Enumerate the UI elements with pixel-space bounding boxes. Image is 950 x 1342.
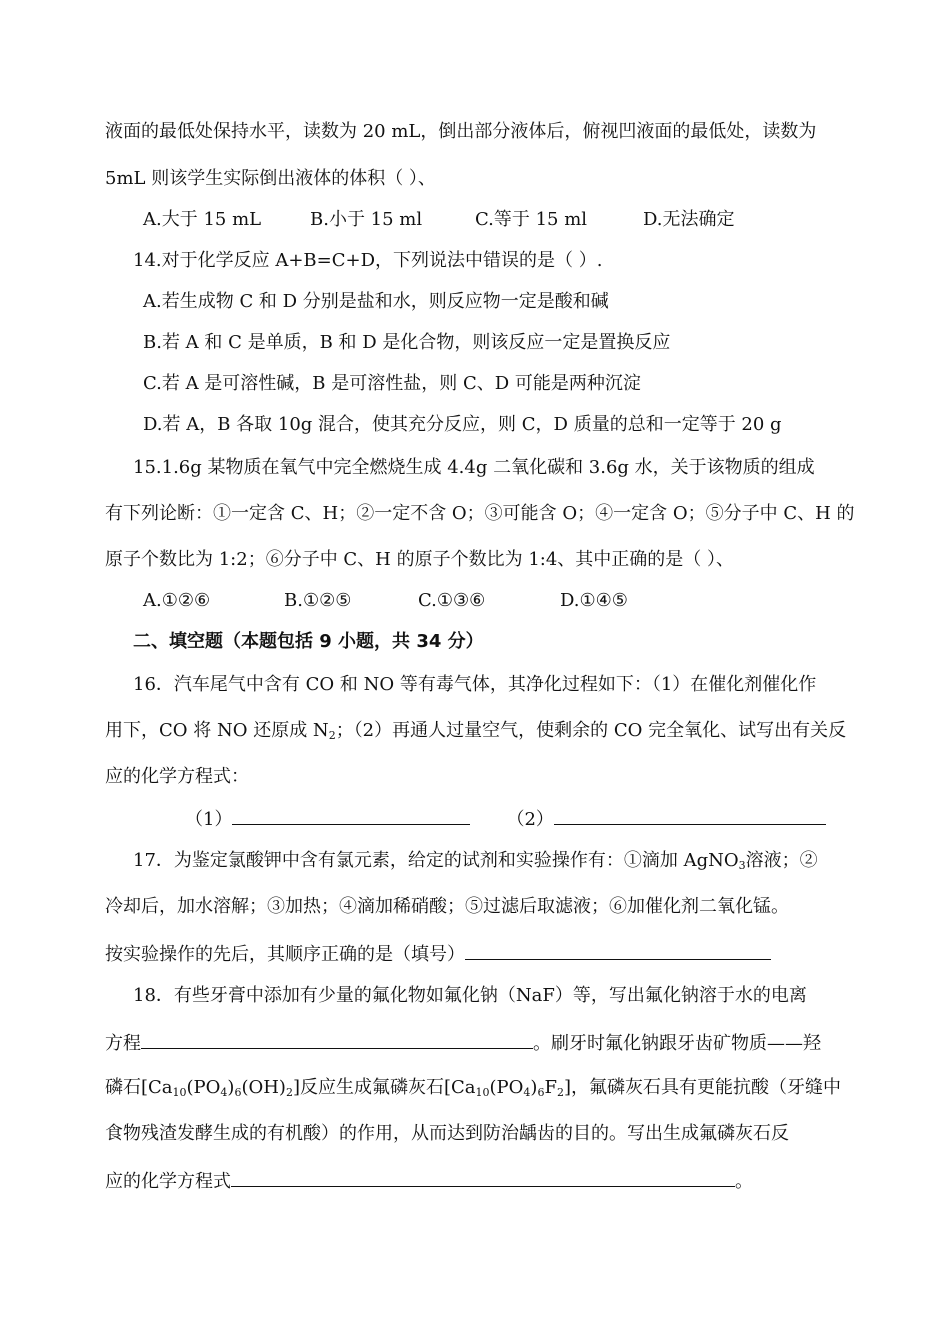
q18-line4: 食物残渣发酵生成的有机酸）的作用，从而达到防治龋齿的目的。写出生成氟磷灰石反 (105, 1123, 789, 1144)
q13-option-b: B.小于 15 ml (310, 209, 423, 230)
q18-text: ]反应生成氟磷灰石[Ca (292, 1077, 476, 1098)
q15-line2: 有下列论断：①一定含 C、H；②一定不含 O；③可能含 O；④一定含 O；⑤分子中 C、H 的 (105, 503, 855, 524)
q13-option-c: C.等于 15 ml (475, 209, 588, 230)
q15-option-c: C.①③⑥ (418, 590, 486, 611)
q14-stem: 14.对于化学反应 A+B=C+D，下列说法中错误的是（ ）. (133, 250, 603, 271)
q17-subscript: 3 (738, 859, 746, 872)
q18-sub: 10 (475, 1086, 490, 1099)
q18-sub: 2 (285, 1086, 293, 1099)
q15-line3: 原子个数比为 1:2；⑥分子中 C、H 的原子个数比为 1:4、其中正确的是（ ）、 (105, 549, 735, 570)
q18-equation-blank[interactable] (231, 1168, 735, 1187)
q15-line1: 15.1.6g 某物质在氧气中完全燃烧生成 4.4g 二氧化碳和 3.6g 水，关于该物质的组成 (133, 457, 815, 478)
q17-line1 (133, 849, 950, 873)
q16-answer-blank-2[interactable] (554, 806, 826, 825)
q14-option-d: D.若 A，B 各取 10g 混合，使其充分反应，则 C，D 质量的总和一定等于 20 g (143, 414, 782, 435)
q18-line2-text: 方程 (105, 1033, 141, 1054)
q18-text: F (544, 1077, 557, 1098)
q16-subscript: 2 (328, 729, 336, 742)
q15-option-a: A.①②⑥ (143, 590, 211, 611)
q18-sub: 10 (172, 1086, 187, 1099)
q18-line2-text-b: 。刷牙时氟化钠跟牙齿矿物质——羟 (533, 1033, 821, 1054)
q17-line1-text: 17．为鉴定氯酸钾中含有氯元素，给定的试剂和实验操作有：①滴加 AgNO (133, 850, 739, 871)
q13-line1: 液面的最低处保持水平，读数为 20 mL，倒出部分液体后，俯视凹液面的最低处，读数为 (105, 121, 817, 142)
q17-answer-blank[interactable] (465, 941, 771, 960)
q16-answers (185, 806, 950, 832)
q17-line3 (105, 941, 950, 967)
q13-line2: 5mL 则该学生实际倒出液体的体积（ ）、 (105, 168, 436, 189)
q13-options (143, 208, 950, 232)
q14-option-b: B.若 A 和 C 是单质，B 和 D 是化合物，则该反应一定是置换反应 (143, 332, 671, 353)
q16-line1: 16．汽车尾气中含有 CO 和 NO 等有毒气体，其净化过程如下：（1）在催化剂催化作 (133, 674, 817, 695)
q18-line5 (105, 1168, 950, 1194)
q16-line2-text-b: ；（2）再通人过量空气，使剩余的 CO 完全氧化、试写出有关反 (335, 720, 847, 741)
q18-line5-text: 应的化学方程式 (105, 1171, 231, 1192)
q18-line1: 18．有些牙膏中添加有少量的氟化物如氟化钠（NaF）等，写出氟化钠溶于水的电离 (133, 985, 807, 1006)
q14-option-a: A.若生成物 C 和 D 分别是盐和水，则反应物一定是酸和碱 (143, 291, 609, 312)
q18-text: 磷石[Ca (105, 1077, 173, 1098)
q16-blank1-label: （1） (185, 809, 233, 830)
q17-line3-text: 按实验操作的先后，其顺序正确的是（填号） (105, 944, 465, 965)
q14-option-c: C.若 A 是可溶性碱，B 是可溶性盐，则 C、D 可能是两种沉淀 (143, 373, 641, 394)
q13-option-a: A.大于 15 mL (143, 209, 262, 230)
q16-answer-blank-1[interactable] (232, 806, 470, 825)
q18-text: (OH) (241, 1077, 286, 1098)
q18-text: ) (227, 1077, 235, 1098)
q18-line2 (105, 1030, 950, 1056)
q13-option-d: D.无法确定 (643, 209, 735, 230)
q18-sub: 4 (523, 1086, 531, 1099)
q18-line5-text-b: 。 (735, 1171, 753, 1192)
q18-text: ) (530, 1077, 538, 1098)
q18-sub: 2 (556, 1086, 564, 1099)
q18-text: (PO (186, 1077, 221, 1098)
q17-line2: 冷却后，加水溶解；③加热；④滴加稀硝酸；⑤过滤后取滤液；⑥加催化剂二氧化锰。 (105, 896, 789, 917)
q18-sub: 6 (537, 1086, 545, 1099)
q18-sub: 6 (234, 1086, 242, 1099)
q18-ionization-blank[interactable] (141, 1030, 533, 1049)
q16-line3: 应的化学方程式： (105, 766, 249, 787)
q17-line1-text-b: 溶液；② (745, 850, 818, 871)
q15-option-b: B.①②⑤ (284, 590, 352, 611)
q15-options (143, 589, 950, 613)
q18-sub: 4 (220, 1086, 228, 1099)
q16-line2-text: 用下，CO 将 NO 还原成 N (105, 720, 329, 741)
q18-text: (PO (489, 1077, 524, 1098)
q18-text: ]，氟磷灰石具有更能抗酸（牙缝中 (563, 1077, 841, 1098)
section-heading: 二、填空题（本题包括 9 小题，共 34 分） (133, 631, 484, 652)
q16-blank2-label: （2） (506, 809, 554, 830)
q16-line2 (105, 719, 950, 743)
q15-option-d: D.①④⑤ (560, 590, 628, 611)
q18-line3 (105, 1076, 950, 1100)
